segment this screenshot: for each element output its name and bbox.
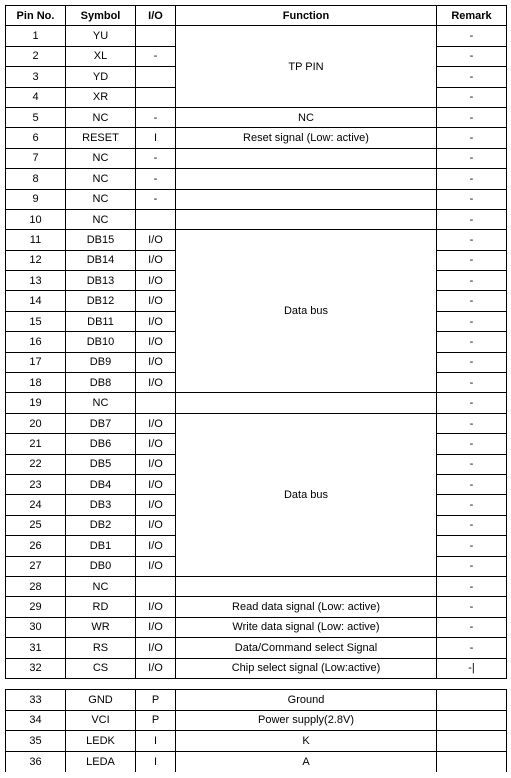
pin-io: I/O [136,352,176,372]
table-row [6,638,507,658]
pin-number: 10 [6,209,66,229]
table-row [6,597,507,617]
pin-number: 11 [6,230,66,250]
pin-symbol: DB14 [66,250,136,270]
pin-io: I/O [136,638,176,658]
pin-remark: - [437,536,507,556]
pin-remark: - [437,189,507,209]
pin-symbol: DB11 [66,311,136,331]
pin-io: I [136,128,176,148]
pin-symbol: YD [66,67,136,87]
pin-number: 24 [6,495,66,515]
pin-remark: -| [437,658,507,678]
power-remark [437,751,507,772]
pin-function: NC [176,107,437,127]
pin-remark: - [437,332,507,352]
table-row [6,393,507,413]
pin-number: 2 [6,46,66,66]
power-symbol: GND [66,690,136,711]
pin-symbol: DB7 [66,413,136,433]
pin-function: Reset signal (Low: active) [176,128,437,148]
table-row [6,148,507,168]
pin-remark: - [437,67,507,87]
table-row [6,128,507,148]
pin-remark: - [437,454,507,474]
power-function: Ground [176,690,437,711]
pin-io: - [136,169,176,189]
pin-number: 31 [6,638,66,658]
pin-symbol: DB3 [66,495,136,515]
pin-remark: - [437,128,507,148]
pin-remark: - [437,373,507,393]
power-pin: 34 [6,710,66,731]
pin-symbol: DB12 [66,291,136,311]
pin-io: - [136,189,176,209]
pin-io [136,209,176,229]
pin-symbol: NC [66,169,136,189]
pin-symbol: NC [66,189,136,209]
pin-io [136,87,176,107]
pin-number: 26 [6,536,66,556]
pin-number: 20 [6,413,66,433]
pin-symbol: DB10 [66,332,136,352]
pin-io: - [136,107,176,127]
pin-remark: - [437,311,507,331]
pin-remark: - [437,515,507,535]
pin-number: 1 [6,26,66,46]
table-row [6,658,507,678]
pin-number: 27 [6,556,66,576]
pin-remark: - [437,26,507,46]
pin-symbol: DB4 [66,474,136,494]
pin-number: 22 [6,454,66,474]
table-row [6,209,507,229]
pin-assignment-table [5,5,507,679]
pin-remark: - [437,597,507,617]
pin-function [176,189,437,209]
pin-number: 29 [6,597,66,617]
pin-io [136,576,176,596]
pin-number: 32 [6,658,66,678]
header-remark: Remark [437,6,507,26]
power-symbol: VCI [66,710,136,731]
pin-number: 8 [6,169,66,189]
pin-symbol: DB15 [66,230,136,250]
power-io: P [136,690,176,711]
table-row [6,107,507,127]
pin-io: I/O [136,250,176,270]
table-row [6,26,507,46]
pin-symbol: NC [66,148,136,168]
power-function: K [176,731,437,752]
pin-io: I/O [136,291,176,311]
pin-table-body [6,26,507,679]
pin-symbol: DB6 [66,434,136,454]
pin-number: 5 [6,107,66,127]
power-remark [437,690,507,711]
pin-symbol: DB8 [66,373,136,393]
power-pin-table [5,689,507,772]
pin-remark: - [437,495,507,515]
power-io: P [136,710,176,731]
header-symbol: Symbol [66,6,136,26]
table-row [6,617,507,637]
pin-io: - [136,148,176,168]
power-pin: 33 [6,690,66,711]
pin-symbol: RD [66,597,136,617]
pin-io: I/O [136,332,176,352]
table-row [6,751,507,772]
power-symbol: LEDK [66,731,136,752]
pin-number: 19 [6,393,66,413]
pin-io: I/O [136,515,176,535]
pin-symbol: NC [66,209,136,229]
pin-symbol: DB5 [66,454,136,474]
power-symbol: LEDA [66,751,136,772]
pin-symbol: RS [66,638,136,658]
pin-function [176,169,437,189]
pin-number: 4 [6,87,66,107]
pin-remark: - [437,576,507,596]
pin-io: I/O [136,434,176,454]
table-row [6,731,507,752]
power-pin: 36 [6,751,66,772]
pin-function [176,576,437,596]
pin-remark: - [437,209,507,229]
pin-remark: - [437,46,507,66]
pin-io: I/O [136,311,176,331]
header-function: Function [176,6,437,26]
function-group: TP PIN [176,26,437,108]
table-row [6,230,507,250]
pin-number: 25 [6,515,66,535]
pin-symbol: XL [66,46,136,66]
pin-number: 18 [6,373,66,393]
power-remark [437,710,507,731]
pin-remark: - [437,434,507,454]
pin-io: I/O [136,230,176,250]
pin-number: 12 [6,250,66,270]
pin-remark: - [437,250,507,270]
pin-remark: - [437,271,507,291]
pin-remark: - [437,556,507,576]
table-row [6,169,507,189]
pin-symbol: DB13 [66,271,136,291]
pin-function: Chip select signal (Low:active) [176,658,437,678]
pin-number: 21 [6,434,66,454]
pin-io: I/O [136,536,176,556]
pin-remark: - [437,393,507,413]
pin-io: I/O [136,413,176,433]
pin-number: 6 [6,128,66,148]
table-row [6,710,507,731]
pin-remark: - [437,291,507,311]
pin-symbol: NC [66,393,136,413]
pin-number: 7 [6,148,66,168]
pin-remark: - [437,638,507,658]
pin-remark: - [437,474,507,494]
table-header-row [6,6,507,26]
power-table-body [6,690,507,772]
pin-symbol: XR [66,87,136,107]
pin-remark: - [437,107,507,127]
pin-function [176,148,437,168]
pin-symbol: WR [66,617,136,637]
pin-function: Write data signal (Low: active) [176,617,437,637]
pin-symbol: DB9 [66,352,136,372]
power-pin: 35 [6,731,66,752]
pin-symbol: YU [66,26,136,46]
power-io: I [136,751,176,772]
pin-number: 15 [6,311,66,331]
pin-function: Read data signal (Low: active) [176,597,437,617]
pin-io: I/O [136,597,176,617]
pin-remark: - [437,413,507,433]
pin-io: I/O [136,474,176,494]
function-group: Data bus [176,230,437,393]
pin-number: 17 [6,352,66,372]
pin-number: 28 [6,576,66,596]
pin-number: 9 [6,189,66,209]
pin-function: Data/Command select Signal [176,638,437,658]
pin-number: 13 [6,271,66,291]
table-row [6,576,507,596]
power-function: A [176,751,437,772]
header-io: I/O [136,6,176,26]
pin-symbol: DB0 [66,556,136,576]
pin-function [176,209,437,229]
pin-symbol: DB2 [66,515,136,535]
table-row [6,690,507,711]
pin-remark: - [437,352,507,372]
pin-remark: - [437,230,507,250]
pin-symbol: DB1 [66,536,136,556]
pin-number: 16 [6,332,66,352]
pin-io: I/O [136,373,176,393]
pin-number: 3 [6,67,66,87]
pin-number: 23 [6,474,66,494]
pin-io: I/O [136,556,176,576]
pin-io [136,26,176,46]
pin-io: I/O [136,658,176,678]
header-pin-no: Pin No. [6,6,66,26]
pin-remark: - [437,148,507,168]
table-row [6,413,507,433]
power-io: I [136,731,176,752]
pin-io [136,67,176,87]
pin-io: I/O [136,617,176,637]
pin-remark: - [437,169,507,189]
pin-number: 14 [6,291,66,311]
pin-io: I/O [136,495,176,515]
pin-remark: - [437,87,507,107]
table-row [6,189,507,209]
pin-remark: - [437,617,507,637]
pin-symbol: CS [66,658,136,678]
pin-number: 30 [6,617,66,637]
power-function: Power supply(2.8V) [176,710,437,731]
pin-symbol: NC [66,576,136,596]
power-remark [437,731,507,752]
pin-symbol: RESET [66,128,136,148]
pin-io: - [136,46,176,66]
pin-io [136,393,176,413]
function-group: Data bus [176,413,437,576]
pin-symbol: NC [66,107,136,127]
pin-function [176,393,437,413]
pin-io: I/O [136,454,176,474]
pin-io: I/O [136,271,176,291]
